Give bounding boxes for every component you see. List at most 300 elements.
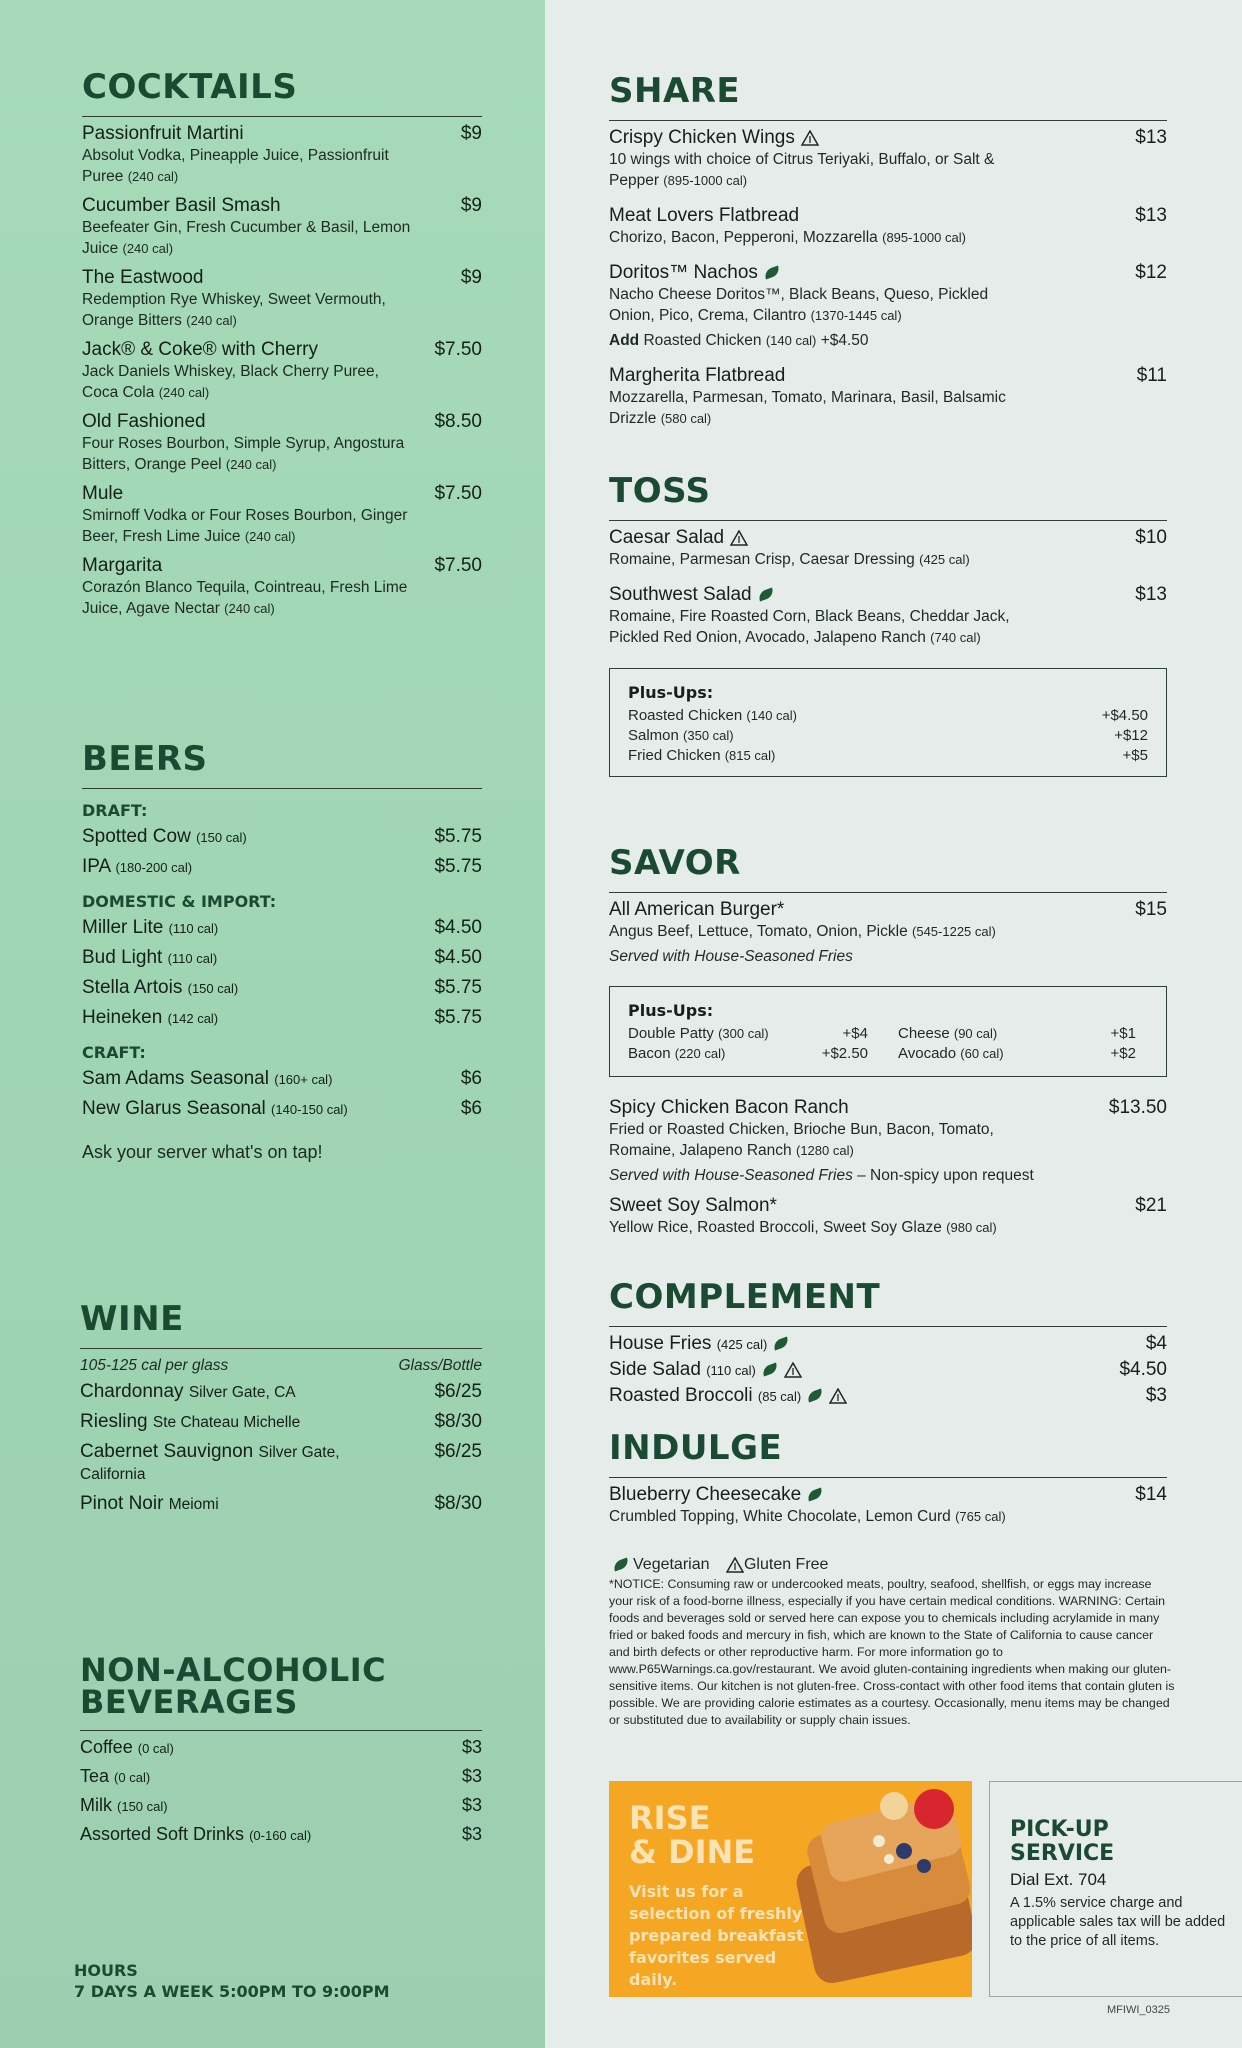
complement-rule bbox=[609, 1326, 1167, 1327]
craft-list bbox=[82, 1068, 482, 1120]
plusup-cal: (350 cal) bbox=[683, 728, 734, 743]
wine-origin: Silver Gate, CA bbox=[188, 1384, 296, 1401]
drink-name: Sam Adams Seasonal bbox=[82, 1068, 269, 1089]
side-name-wrap bbox=[609, 1359, 802, 1381]
plusup-row bbox=[628, 726, 1148, 746]
drink-price: $6 bbox=[460, 1068, 482, 1089]
wine-origin-2: California bbox=[80, 1466, 146, 1483]
menu-item-row bbox=[82, 195, 482, 217]
menu-item-desc-text: Jack Daniels Whiskey, Black Cherry Puree, Coca Cola bbox=[82, 363, 379, 401]
drink-name-wrap bbox=[82, 826, 247, 848]
menu-item bbox=[609, 584, 1167, 648]
promo-title-line2: & DINE bbox=[629, 1833, 756, 1871]
side-price: $3 bbox=[1145, 1385, 1167, 1406]
drink-row bbox=[82, 1098, 482, 1120]
menu-item-name: Old Fashioned bbox=[82, 411, 206, 432]
menu-item-cal: (895-1000 cal) bbox=[882, 230, 966, 245]
drink-name-wrap bbox=[82, 856, 192, 878]
wine-glass-bottle: Glass/Bottle bbox=[398, 1357, 482, 1374]
gluten-free-icon bbox=[784, 1362, 802, 1378]
menu-item-name: Margherita Flatbread bbox=[609, 365, 786, 386]
savor-section bbox=[609, 843, 1167, 1248]
nonalc-list bbox=[80, 1737, 482, 1845]
toss-section bbox=[609, 471, 1167, 777]
wine-price: $6/25 bbox=[434, 1381, 482, 1402]
cheesecake-desc bbox=[609, 1506, 1167, 1527]
menu-item-name-wrap bbox=[609, 205, 799, 227]
menu-item-name: Crispy Chicken Wings bbox=[609, 127, 795, 148]
drink-row bbox=[80, 1795, 482, 1816]
menu-item-row bbox=[609, 262, 1167, 284]
menu-item-name: Southwest Salad bbox=[609, 584, 752, 605]
plusup-row bbox=[628, 1044, 868, 1064]
nonalc-rule bbox=[80, 1730, 482, 1731]
plusup-row bbox=[628, 1024, 868, 1044]
drink-name: Miller Lite bbox=[82, 917, 164, 938]
complement-heading: COMPLEMENT bbox=[609, 1277, 881, 1317]
menu-item-cal: (425 cal) bbox=[919, 552, 970, 567]
add-label: Add bbox=[609, 332, 640, 349]
drink-cal: (0 cal) bbox=[114, 1770, 151, 1785]
side-cal: (110 cal) bbox=[706, 1363, 756, 1378]
drink-price: $5.75 bbox=[434, 856, 482, 877]
wine-row bbox=[80, 1411, 482, 1433]
drink-price: $4.50 bbox=[434, 947, 482, 968]
drink-row bbox=[82, 947, 482, 969]
vegetarian-leaf-icon bbox=[772, 1337, 790, 1351]
menu-item-desc bbox=[609, 149, 1009, 191]
menu-item-price: $13 bbox=[1135, 127, 1167, 148]
menu-item-cal: (895-1000 cal) bbox=[663, 173, 748, 188]
menu-item-name-wrap bbox=[609, 365, 785, 387]
drink-cal: (110 cal) bbox=[167, 951, 218, 966]
side-name-wrap bbox=[609, 1385, 847, 1407]
cheesecake-desc-text: Crumbled Topping, White Chocolate, Lemon Curd bbox=[609, 1508, 951, 1525]
drink-name: Spotted Cow bbox=[82, 826, 191, 847]
complement-list bbox=[609, 1333, 1167, 1407]
plusup-row bbox=[898, 1044, 1136, 1064]
wine-item bbox=[80, 1441, 482, 1485]
spicy-served bbox=[609, 1167, 1167, 1185]
plusup-cal: (90 cal) bbox=[953, 1026, 998, 1041]
menu-item-cal: (580 cal) bbox=[660, 411, 712, 426]
savor-plusups-left bbox=[628, 1024, 868, 1064]
drink-price: $3 bbox=[461, 1766, 482, 1786]
menu-item-row bbox=[609, 127, 1167, 149]
spicy-served-note: – Non-spicy upon request bbox=[852, 1167, 1034, 1184]
menu-item-row bbox=[82, 483, 482, 505]
pickup-title bbox=[1010, 1818, 1114, 1866]
domestic-label: DOMESTIC & IMPORT: bbox=[82, 892, 277, 911]
burger-price: $15 bbox=[1135, 899, 1167, 920]
side-cal: (425 cal) bbox=[716, 1337, 768, 1352]
drink-price: $3 bbox=[461, 1737, 482, 1757]
drink-name-wrap bbox=[80, 1795, 168, 1816]
gluten-free-icon bbox=[801, 130, 819, 146]
menu-item-name-wrap bbox=[82, 483, 123, 505]
salmon-desc-text: Yellow Rice, Roasted Broccoli, Sweet Soy Glaze bbox=[609, 1219, 942, 1236]
beers-tap-note: Ask your server what's on tap! bbox=[82, 1142, 323, 1162]
plusup-row bbox=[898, 1024, 1136, 1044]
plusup-name-wrap bbox=[628, 706, 797, 726]
menu-item-row bbox=[609, 584, 1167, 606]
rise-and-dine-promo bbox=[609, 1781, 972, 1997]
side-name: Roasted Broccoli bbox=[609, 1385, 753, 1406]
promo-text: Visit us for a selection of freshly prepared breakfast favorites served daily. bbox=[629, 1882, 804, 1989]
side-name: House Fries bbox=[609, 1333, 712, 1354]
add-price: +$4.50 bbox=[820, 332, 869, 349]
vegetarian-leaf-icon bbox=[806, 1389, 824, 1403]
menu-item-desc-text: Chorizo, Bacon, Pepperoni, Mozzarella bbox=[609, 229, 878, 246]
menu-item-name-wrap bbox=[82, 123, 244, 145]
drink-price: $4.50 bbox=[434, 917, 482, 938]
wine-item bbox=[80, 1411, 482, 1433]
drink-name: Milk bbox=[80, 1795, 112, 1815]
drink-cal: (0-160 cal) bbox=[249, 1828, 312, 1843]
side-name-wrap bbox=[609, 1333, 789, 1355]
drink-price: $3 bbox=[461, 1795, 482, 1815]
share-list bbox=[609, 127, 1167, 429]
pickup-title-line2: SERVICE bbox=[1010, 1841, 1115, 1866]
menu-item-name-wrap bbox=[82, 555, 162, 577]
plusup-name-wrap bbox=[628, 1044, 725, 1064]
wine-name: Cabernet Sauvignon bbox=[80, 1441, 254, 1462]
menu-item-name-wrap bbox=[82, 195, 281, 217]
side-cal: (85 cal) bbox=[757, 1389, 802, 1404]
savor-heading: SAVOR bbox=[609, 843, 741, 883]
spicy-cal: (1280 cal) bbox=[795, 1143, 854, 1158]
toss-list bbox=[609, 527, 1167, 648]
plusup-price: +$5 bbox=[1122, 747, 1148, 764]
drink-price: $5.75 bbox=[434, 977, 482, 998]
wine-price: $8/30 bbox=[434, 1411, 482, 1432]
drink-cal: (140-150 cal) bbox=[271, 1102, 348, 1117]
menu-item-row bbox=[82, 555, 482, 577]
menu-item-desc bbox=[82, 577, 412, 619]
wine-section bbox=[80, 1299, 482, 1523]
menu-item-price: $8.50 bbox=[434, 411, 482, 432]
pickup-text: A 1.5% service charge and applicable sales tax will be added to the price of all items. bbox=[1010, 1895, 1226, 1949]
draft-list bbox=[82, 826, 482, 878]
drink-cal: (150 cal) bbox=[187, 981, 239, 996]
drink-name: Coffee bbox=[80, 1737, 133, 1757]
menu-item-desc-text: Redemption Rye Whiskey, Sweet Vermouth, Orange Bitters bbox=[82, 291, 386, 329]
legend bbox=[609, 1556, 1177, 1574]
menu-item-spicy bbox=[609, 1097, 1167, 1185]
burger-cal: (545-1225 cal) bbox=[912, 924, 996, 939]
drink-name: Stella Artois bbox=[82, 977, 183, 998]
menu-item-desc bbox=[82, 145, 412, 187]
toss-plusups-title: Plus-Ups: bbox=[628, 683, 714, 702]
cheesecake-cal: (765 cal) bbox=[955, 1509, 1006, 1524]
cheesecake-name-wrap bbox=[609, 1484, 823, 1506]
menu-item bbox=[609, 127, 1167, 191]
menu-item-cal: (240 cal) bbox=[244, 529, 296, 544]
menu-item-desc bbox=[82, 289, 412, 331]
menu-item-price: $11 bbox=[1136, 365, 1167, 386]
menu-item-cal: (240 cal) bbox=[158, 385, 210, 400]
plusup-name: Salmon bbox=[628, 727, 679, 744]
wine-name: Riesling bbox=[80, 1411, 148, 1432]
menu-item-name: Mule bbox=[82, 483, 124, 504]
wine-item bbox=[80, 1381, 482, 1403]
domestic-list bbox=[82, 917, 482, 1029]
wine-origin: Meiomi bbox=[168, 1496, 219, 1513]
savor-rule bbox=[609, 892, 1167, 893]
nonalc-heading-line1: NON-ALCOHOLIC bbox=[80, 1651, 387, 1689]
plusup-price: +$2 bbox=[1110, 1045, 1136, 1062]
menu-code: MFIWI_0325 bbox=[1107, 2004, 1170, 2016]
menu-item-name: Cucumber Basil Smash bbox=[82, 195, 281, 216]
menu-item-desc bbox=[82, 505, 412, 547]
menu-item-desc-text: Four Roses Bourbon, Simple Syrup, Angostura Bitters, Orange Peel bbox=[82, 435, 405, 473]
plusup-cal: (815 cal) bbox=[724, 748, 776, 763]
nonalc-heading-line2: BEVERAGES bbox=[80, 1683, 298, 1721]
cheesecake-price: $14 bbox=[1135, 1484, 1167, 1505]
vegetarian-leaf-icon bbox=[761, 1363, 779, 1377]
drink-cal: (142 cal) bbox=[167, 1011, 219, 1026]
menu-item-price: $13 bbox=[1135, 584, 1167, 605]
menu-item-cheesecake bbox=[609, 1484, 1167, 1527]
indulge-heading: INDULGE bbox=[609, 1428, 783, 1468]
menu-item-price: $7.50 bbox=[434, 339, 482, 360]
menu-item-row bbox=[609, 365, 1167, 387]
drink-row bbox=[82, 826, 482, 848]
menu-item-price: $13 bbox=[1135, 205, 1167, 226]
wine-price: $6/25 bbox=[434, 1441, 482, 1462]
plusup-price: +$2.50 bbox=[821, 1045, 868, 1062]
plusup-price: +$12 bbox=[1114, 727, 1148, 744]
hours-label: HOURS bbox=[74, 1961, 138, 1980]
spicy-desc bbox=[609, 1119, 1009, 1161]
french-toast-image bbox=[784, 1781, 972, 1997]
drink-name: Heineken bbox=[82, 1007, 163, 1028]
menu-item bbox=[82, 483, 482, 547]
menu-item bbox=[609, 527, 1167, 570]
menu-item bbox=[82, 555, 482, 619]
toss-rule bbox=[609, 520, 1167, 521]
burger-name: All American Burger* bbox=[609, 899, 785, 920]
menu-item-cal: (240 cal) bbox=[225, 457, 277, 472]
drink-row bbox=[82, 917, 482, 939]
menu-item-cal: (1370-1445 cal) bbox=[810, 308, 902, 323]
promo-title bbox=[629, 1801, 755, 1869]
plusup-name: Bacon bbox=[628, 1045, 671, 1062]
cocktail-list bbox=[82, 123, 482, 619]
menu-item-cal: (240 cal) bbox=[122, 241, 174, 256]
menu-item-price: $10 bbox=[1135, 527, 1167, 548]
share-heading: SHARE bbox=[609, 71, 741, 111]
toss-plusups-list bbox=[628, 706, 1148, 766]
menu-item-name-wrap bbox=[609, 527, 748, 549]
menu-item-burger bbox=[609, 899, 1167, 966]
wine-heading: WINE bbox=[80, 1299, 184, 1339]
indulge-rule bbox=[609, 1477, 1167, 1478]
menu-item-name-wrap bbox=[82, 339, 318, 361]
drink-row bbox=[82, 856, 482, 878]
menu-item-cal: (240 cal) bbox=[186, 313, 237, 328]
drink-row bbox=[82, 1068, 482, 1090]
salmon-cal: (980 cal) bbox=[946, 1220, 997, 1235]
menu-item-name: Passionfruit Martini bbox=[82, 123, 244, 144]
plusup-name-wrap bbox=[628, 746, 775, 766]
drink-name: IPA bbox=[82, 856, 111, 877]
beers-rule bbox=[82, 788, 482, 789]
menu-item-name-wrap bbox=[609, 584, 774, 606]
wine-origin: Ste Chateau Michelle bbox=[152, 1414, 301, 1431]
drink-name: Bud Light bbox=[82, 947, 163, 968]
side-row bbox=[609, 1359, 1167, 1381]
wine-name-wrap bbox=[80, 1411, 380, 1433]
menu-item-name: Jack® & Coke® with Cherry bbox=[82, 339, 319, 360]
menu-item-desc bbox=[82, 217, 412, 259]
menu-item-price: $9 bbox=[460, 123, 482, 144]
menu-item-row bbox=[82, 411, 482, 433]
drink-cal: (180-200 cal) bbox=[115, 860, 193, 875]
draft-label: DRAFT: bbox=[82, 801, 148, 820]
drink-name-wrap bbox=[82, 1007, 218, 1029]
burger-desc-text: Angus Beef, Lettuce, Tomato, Onion, Pickle bbox=[609, 923, 908, 940]
share-section bbox=[609, 71, 1167, 443]
menu-item-desc-text: Mozzarella, Parmesan, Tomato, Marinara, Basil, Balsamic Drizzle bbox=[609, 389, 1006, 427]
wine-rule bbox=[80, 1348, 482, 1349]
savor-plusups-box bbox=[609, 986, 1167, 1077]
share-rule bbox=[609, 120, 1167, 121]
menu-item-desc-text: Nacho Cheese Doritos™, Black Beans, Queso, Pickled Onion, Pico, Crema, Cilantro bbox=[609, 286, 989, 324]
menu-item-cal: (240 cal) bbox=[224, 601, 275, 616]
plusup-name: Fried Chicken bbox=[628, 747, 721, 764]
plusup-name-wrap bbox=[628, 1024, 769, 1044]
drink-name-wrap bbox=[80, 1824, 311, 1845]
plusup-cal: (140 cal) bbox=[746, 708, 797, 723]
plusup-name: Cheese bbox=[898, 1025, 950, 1042]
menu-item bbox=[82, 267, 482, 331]
pickup-ext: Dial Ext. 704 bbox=[1010, 1870, 1107, 1889]
hours-text: 7 DAYS A WEEK 5:00PM TO 9:00PM bbox=[74, 1982, 390, 2001]
wine-cal-note: 105-125 cal per glass bbox=[80, 1357, 229, 1374]
add-cal: (140 cal) bbox=[765, 333, 817, 348]
wine-row bbox=[80, 1381, 482, 1403]
vegetarian-leaf-icon bbox=[757, 588, 775, 602]
drink-price: $6 bbox=[460, 1098, 482, 1119]
menu-item-desc-text: Romaine, Fire Roasted Corn, Black Beans, Cheddar Jack, Pickled Red Onion, Avocado, Jalapeno Ranch bbox=[609, 608, 1010, 646]
wine-name-wrap bbox=[80, 1441, 380, 1485]
plusup-cal: (220 cal) bbox=[674, 1046, 726, 1061]
menu-item-desc bbox=[609, 606, 1029, 648]
burger-served: Served with House-Seasoned Fries bbox=[609, 948, 853, 965]
menu-item-cal: (740 cal) bbox=[930, 630, 981, 645]
menu-item-desc bbox=[82, 433, 412, 475]
add-text: Roasted Chicken bbox=[643, 332, 762, 349]
menu-item bbox=[609, 365, 1167, 429]
drink-name: Tea bbox=[80, 1766, 110, 1786]
drink-name-wrap bbox=[82, 947, 217, 969]
drink-name-wrap bbox=[80, 1766, 150, 1787]
cheesecake-name: Blueberry Cheesecake bbox=[609, 1484, 802, 1505]
beers-section bbox=[82, 739, 482, 1163]
promo-title-line1: RISE bbox=[629, 1799, 711, 1837]
gluten-free-icon bbox=[726, 1557, 744, 1573]
side-row bbox=[609, 1333, 1167, 1355]
menu-item-name: Margarita bbox=[82, 555, 163, 576]
hours-block bbox=[74, 1960, 390, 2002]
side-price: $4.50 bbox=[1119, 1359, 1167, 1380]
toss-heading: TOSS bbox=[609, 471, 711, 511]
menu-item-desc-text: Absolut Vodka, Pineapple Juice, Passionfruit Puree bbox=[82, 147, 389, 185]
pickup-title-line1: PICK-UP bbox=[1010, 1817, 1109, 1842]
legend-notice bbox=[609, 1556, 1177, 1729]
wine-cal-row bbox=[80, 1357, 482, 1375]
plusup-name-wrap bbox=[898, 1044, 1004, 1064]
drink-name: Assorted Soft Drinks bbox=[80, 1824, 245, 1844]
legend-gluten-free: Gluten Free bbox=[743, 1556, 829, 1573]
plusup-price: +$1 bbox=[1110, 1025, 1136, 1042]
side-name: Side Salad bbox=[609, 1359, 701, 1380]
salmon-desc bbox=[609, 1217, 1167, 1238]
menu-item-row bbox=[82, 267, 482, 289]
cocktails-section bbox=[82, 67, 482, 627]
wine-list bbox=[80, 1381, 482, 1515]
drink-name-wrap bbox=[82, 977, 238, 999]
wine-item bbox=[80, 1493, 482, 1515]
plusup-row bbox=[628, 706, 1148, 726]
menu-item-price: $9 bbox=[460, 267, 482, 288]
drink-cal: (150 cal) bbox=[117, 1799, 168, 1814]
menu-item-name-wrap bbox=[609, 127, 819, 149]
plusup-row bbox=[628, 746, 1148, 766]
drink-row bbox=[80, 1737, 482, 1758]
menu-item-name-wrap bbox=[609, 262, 780, 284]
side-price: $4 bbox=[1145, 1333, 1167, 1354]
spicy-name: Spicy Chicken Bacon Ranch bbox=[609, 1097, 849, 1118]
plusup-name: Double Patty bbox=[628, 1025, 714, 1042]
menu-item-desc bbox=[609, 284, 1009, 326]
indulge-section bbox=[609, 1428, 1167, 1537]
menu-item-desc bbox=[609, 549, 1029, 570]
menu-item-price: $7.50 bbox=[434, 483, 482, 504]
drink-row bbox=[82, 1007, 482, 1029]
drink-name-wrap bbox=[82, 917, 218, 939]
plusup-cal: (300 cal) bbox=[718, 1026, 769, 1041]
drink-row bbox=[80, 1766, 482, 1787]
menu-item-row bbox=[82, 123, 482, 145]
menu-item-desc-text: Romaine, Parmesan Crisp, Caesar Dressing bbox=[609, 551, 915, 568]
plusup-name: Roasted Chicken bbox=[628, 707, 743, 724]
drink-name-wrap bbox=[82, 1068, 332, 1090]
wine-row bbox=[80, 1493, 482, 1515]
menu-item-desc bbox=[609, 387, 1009, 429]
menu-item-name: Doritos™ Nachos bbox=[609, 262, 758, 283]
spicy-price: $13.50 bbox=[1108, 1097, 1167, 1118]
nonalc-section bbox=[80, 1651, 482, 1853]
drink-cal: (160+ cal) bbox=[274, 1072, 333, 1087]
drink-name-wrap bbox=[80, 1737, 174, 1758]
menu-item bbox=[82, 123, 482, 187]
menu-item bbox=[609, 205, 1167, 248]
gluten-free-icon bbox=[730, 530, 748, 546]
beers-heading: BEERS bbox=[82, 739, 208, 779]
gluten-free-icon bbox=[829, 1388, 847, 1404]
pickup-service-box bbox=[989, 1781, 1242, 1997]
menu-item-row bbox=[609, 527, 1167, 549]
menu-item-salmon bbox=[609, 1195, 1167, 1238]
cocktails-rule bbox=[82, 116, 482, 117]
plusup-price: +$4.50 bbox=[1101, 707, 1148, 724]
nonalc-heading bbox=[80, 1651, 482, 1721]
wine-name: Pinot Noir bbox=[80, 1493, 164, 1514]
craft-label: CRAFT: bbox=[82, 1043, 146, 1062]
nachos-add-line bbox=[609, 330, 1167, 351]
